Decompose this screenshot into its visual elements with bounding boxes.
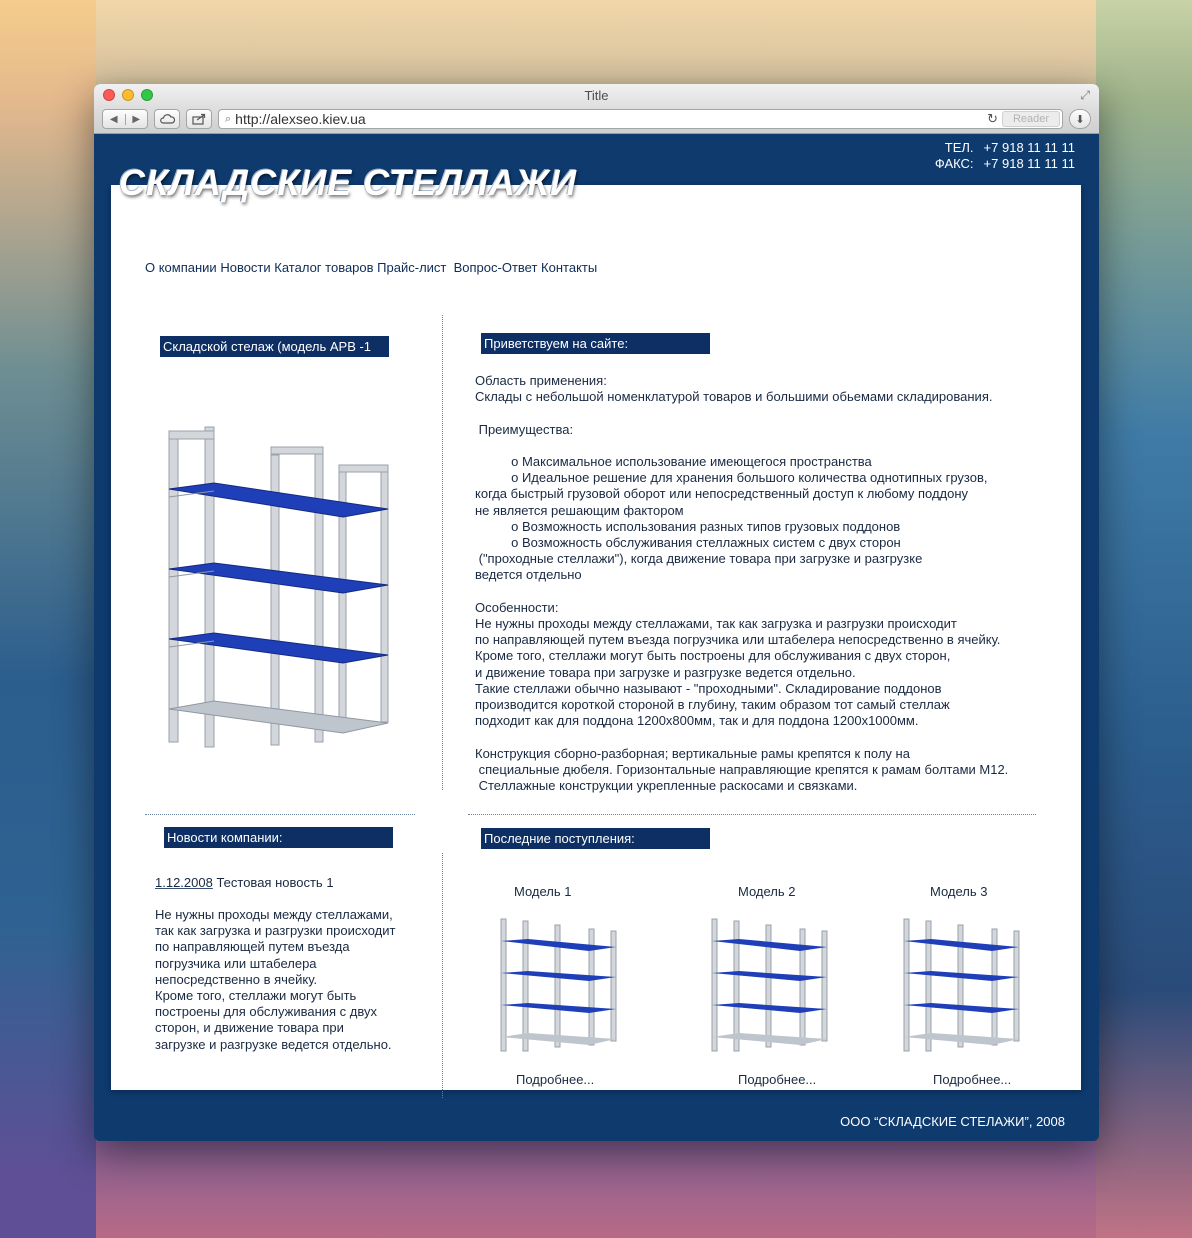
share-icon [192, 113, 206, 125]
back-button[interactable]: ◀ [109, 113, 118, 125]
reader-button[interactable]: Reader [1002, 111, 1060, 127]
latest-label: Последние поступления: [481, 828, 710, 849]
site-footer: ООО “СКЛАДСКИЕ СТЕЛАЖИ”, 2008 [840, 1114, 1065, 1129]
nav-news[interactable]: Новости [220, 260, 271, 275]
phone-row [935, 140, 1075, 156]
model-3-more-link[interactable]: Подробнее... [933, 1072, 1012, 1087]
model-3-image[interactable] [900, 915, 1022, 1055]
phone-value: +7 918 11 11 11 [983, 140, 1075, 155]
cloud-icon [159, 114, 175, 124]
share-button[interactable] [186, 109, 212, 129]
reload-icon[interactable]: ↻ [987, 111, 998, 126]
news-title: Тестовая новость 1 [212, 875, 334, 890]
model-2-title: Модель 2 [738, 884, 796, 899]
background-right [1096, 0, 1192, 1238]
model-3-title: Модель 3 [930, 884, 988, 899]
background-left [0, 0, 96, 1238]
nav-catalog[interactable]: Каталог товаров [274, 260, 374, 275]
browser-titlebar [94, 84, 1099, 134]
fax-label: ФАКС: [934, 156, 974, 171]
fax-value: +7 918 11 11 11 [983, 156, 1075, 171]
model-1-more-link[interactable]: Подробнее... [516, 1072, 595, 1087]
window-title: Title [584, 88, 609, 103]
fax-row [935, 156, 1075, 172]
product-label: Складской стелаж (модель АРВ -1 [160, 336, 389, 357]
news-text: Не нужны проходы между стеллажами, так как загрузка и разгрузки происходит по направляющей путем въезда погрузчика или штабелера непосредственно в ячейку. Кроме того, стеллажи могут быть построены для обслуживания с двух сторон, и движение товара при загрузке и разгрузке ведется отдельно. [155, 907, 396, 1052]
content-panel [111, 185, 1081, 1090]
site-logo[interactable]: СКЛАДСКИЕ СТЕЛЛАЖИ [118, 161, 577, 202]
main-nav [145, 260, 597, 275]
address-url: http://alexseo.kiev.ua [235, 111, 366, 127]
model-1-image[interactable] [497, 915, 619, 1055]
nav-faq[interactable]: Вопрос-Ответ [453, 260, 538, 275]
icloud-tabs-button[interactable] [154, 109, 180, 129]
browser-window [94, 84, 1099, 1141]
forward-button[interactable]: ▶ [125, 114, 148, 125]
divider-horizontal-left [145, 814, 415, 815]
website [94, 135, 1099, 1141]
nav-contacts[interactable]: Контакты [541, 260, 598, 275]
news-date-link[interactable]: 1.12.2008 [155, 875, 213, 890]
nav-buttons [102, 109, 148, 129]
model-2-image[interactable] [708, 915, 830, 1055]
nav-pricelist[interactable]: Прайс-лист [377, 260, 447, 275]
divider-horizontal-right [468, 814, 1036, 815]
address-bar[interactable] [218, 109, 1063, 129]
browser-toolbar [102, 108, 1091, 130]
phone-label: ТЕЛ. [944, 140, 974, 155]
downloads-button[interactable] [1069, 109, 1091, 129]
news-item [155, 875, 334, 891]
model-2-more-link[interactable]: Подробнее... [738, 1072, 817, 1087]
welcome-text: Область применения: Склады с небольшой номенклатурой товаров и большими обьемами складирования. Преимущества: o Максимальное использование имеющегося пространства o Идеальное решение для хранения большого количества однотипных грузов, когда быстрый грузовой оборот или непосредственный доступ к любому поддону не является решающим фактором o Возможность использования разных типов грузовых поддонов o Возможность обслуживания стеллажных систем с двух сторон ("проходные стеллажи"), когда движение товара при загрузке и разгрузке ведется отдельно Особенности: Не нужны проходы между стеллажами, так как загрузка и разгрузки происходит по направляющей путем въезда погрузчика или штабелера непосредственно в ячейку. Кроме того, стеллажи могут быть построены для обслуживания с двух сторон, и движение товара при загрузке и разгрузке ведется отдельно. Такие стеллажи обычно называют - "проходными". Складирование поддонов производится короткой стороной в глубину, таким образом тот самый стеллаж подходит как для поддона 1200x800мм, так и для поддона 1200x1000мм. Конструкция сборно-разборная; вертикальные рамы крепятся к полу на специальные дюбеля. Горизонтальные направляющие крепятся к рамам болтами М12. Стеллажные конструкции укрепленные раскосами и связками. [475, 373, 1009, 794]
news-label: Новости компании: [164, 827, 393, 848]
download-icon: ⬇ [1075, 113, 1085, 126]
welcome-label: Приветствуем на сайте: [481, 333, 710, 354]
page-icon: ⌕ [225, 112, 232, 125]
product-rack-image[interactable] [163, 417, 405, 757]
divider-vertical-top [442, 315, 443, 790]
divider-vertical-bottom [442, 853, 443, 1098]
model-1-title: Модель 1 [514, 884, 572, 899]
nav-about[interactable]: О компании [145, 260, 217, 275]
fullscreen-icon[interactable]: ⤢ [1080, 88, 1090, 102]
contacts [935, 140, 1075, 172]
